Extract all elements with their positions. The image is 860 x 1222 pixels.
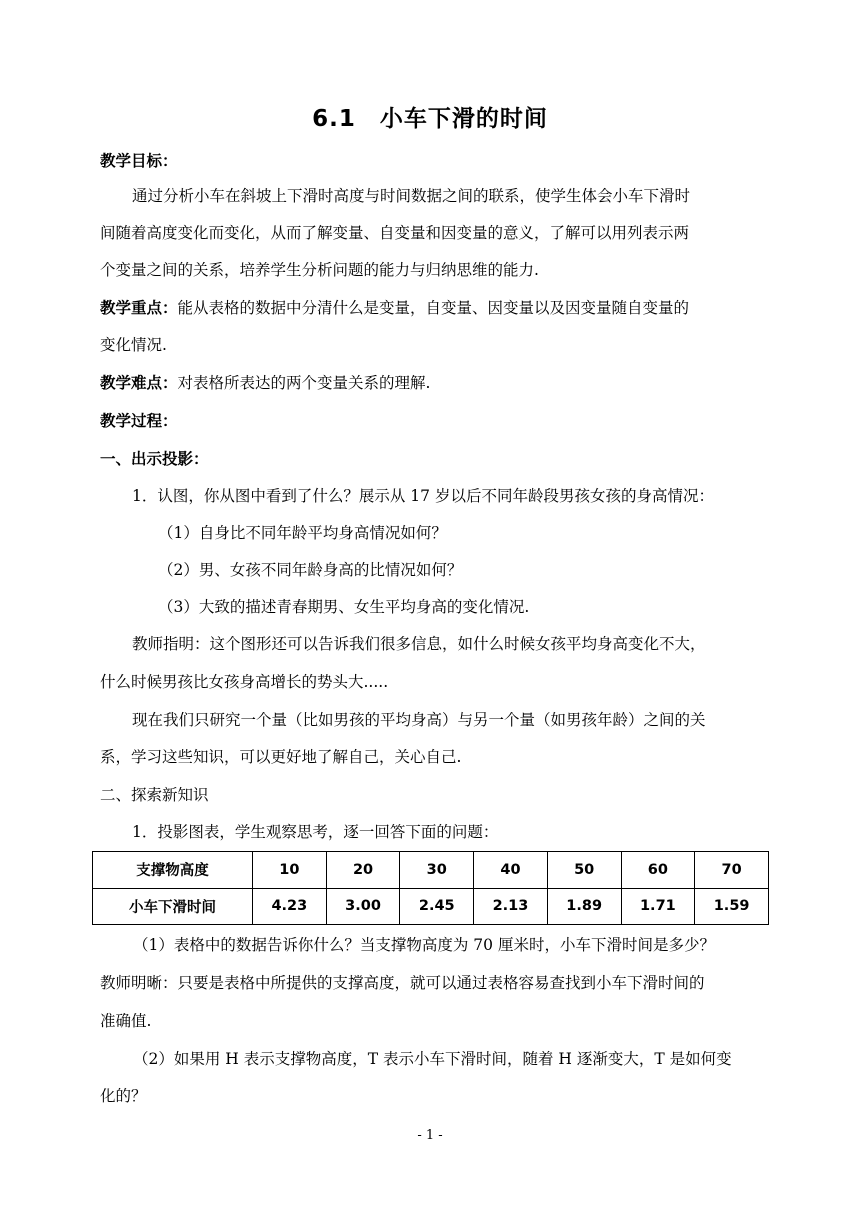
- focus-line: 系，学习这些知识，可以更好地了解自己，关心自己.: [100, 748, 462, 766]
- table-cell: 1.71: [621, 888, 695, 925]
- question-2-line: 化的？: [100, 1087, 147, 1105]
- difficulties-paragraph: [100, 373, 430, 393]
- question-1: （1）表格中的数据告诉你什么？当支撑物高度为 70 厘米时，小车下滑时间是多少？: [133, 936, 715, 954]
- table-row: [93, 852, 769, 889]
- focus-line: 现在我们只研究一个量（比如男孩的平均身高）与另一个量（如男孩年龄）之间的关: [132, 711, 706, 729]
- objectives-line: 个变量之间的关系，培养学生分析问题的能力与归纳思维的能力.: [100, 261, 539, 279]
- height-time-table: [92, 851, 769, 925]
- question-2-line: （2）如果用 H 表示支撑物高度，T 表示小车下滑时间，随着 H 逐渐变大，T 是如何变: [133, 1050, 732, 1068]
- table-cell: 40: [474, 852, 548, 889]
- table-cell: 10: [253, 852, 327, 889]
- objectives-line: 间随着高度变化而变化，从而了解变量、自变量和因变量的意义，了解可以用列表示两: [100, 224, 690, 242]
- document-title: 6.1 小车下滑的时间: [312, 106, 548, 132]
- row-label-time: 小车下滑时间: [93, 888, 253, 925]
- teacher-note-line: 什么时候男孩比女孩身高增长的势头大.....: [100, 673, 389, 691]
- process-heading: 教学过程：: [100, 412, 178, 430]
- section1-subitem: （3）大致的描述青春期男、女生平均身高的变化情况.: [158, 598, 530, 616]
- difficulties-text: 对表格所表达的两个变量关系的理解.: [177, 374, 431, 392]
- table-cell: 1.89: [547, 888, 621, 925]
- explanation-line: 教师明晰：只要是表格中所提供的支撑高度，就可以通过表格容易查找到小车下滑时间的: [100, 974, 705, 992]
- key-points-line: 能从表格的数据中分清什么是变量，自变量、因变量以及因变量随自变量的: [177, 299, 690, 317]
- table-cell: 4.23: [253, 888, 327, 925]
- page-number: - 1 -: [417, 1128, 443, 1143]
- row-label-height: 支撑物高度: [93, 852, 253, 889]
- section1-subitem: （2）男、女孩不同年龄身高的比情况如何？: [158, 561, 463, 579]
- table-cell: 20: [326, 852, 400, 889]
- table-cell: 1.59: [695, 888, 769, 925]
- section1-heading: 一、出示投影：: [100, 450, 209, 468]
- table-cell: 60: [621, 852, 695, 889]
- table-cell: 70: [695, 852, 769, 889]
- teacher-note-line: 教师指明：这个图形还可以告诉我们很多信息，如什么时候女孩平均身高变化不大，: [132, 635, 706, 653]
- key-points-paragraph: [100, 298, 689, 318]
- explanation-line: 准确值.: [100, 1012, 152, 1030]
- table-row: [93, 888, 769, 925]
- table-cell: 3.00: [326, 888, 400, 925]
- table-cell: 2.13: [474, 888, 548, 925]
- key-points-line: 变化情况.: [100, 336, 167, 354]
- difficulties-heading: 教学难点：: [100, 374, 178, 392]
- key-points-heading: 教学重点：: [100, 299, 178, 317]
- section1-item: 1．认图，你从图中看到了什么？展示从 17 岁以后不同年龄段男孩女孩的身高情况：: [132, 487, 714, 505]
- objectives-heading: 教学目标：: [100, 152, 178, 170]
- section2-item: 1．投影图表，学生观察思考，逐一回答下面的问题：: [132, 823, 499, 841]
- table-cell: 30: [400, 852, 474, 889]
- table-cell: 2.45: [400, 888, 474, 925]
- table-cell: 50: [547, 852, 621, 889]
- section1-subitem: （1）自身比不同年龄平均身高情况如何？: [158, 524, 447, 542]
- objectives-line: 通过分析小车在斜坡上下滑时高度与时间数据之间的联系，使学生体会小车下滑时: [132, 187, 691, 205]
- section2-heading: 二、探索新知识: [100, 786, 209, 804]
